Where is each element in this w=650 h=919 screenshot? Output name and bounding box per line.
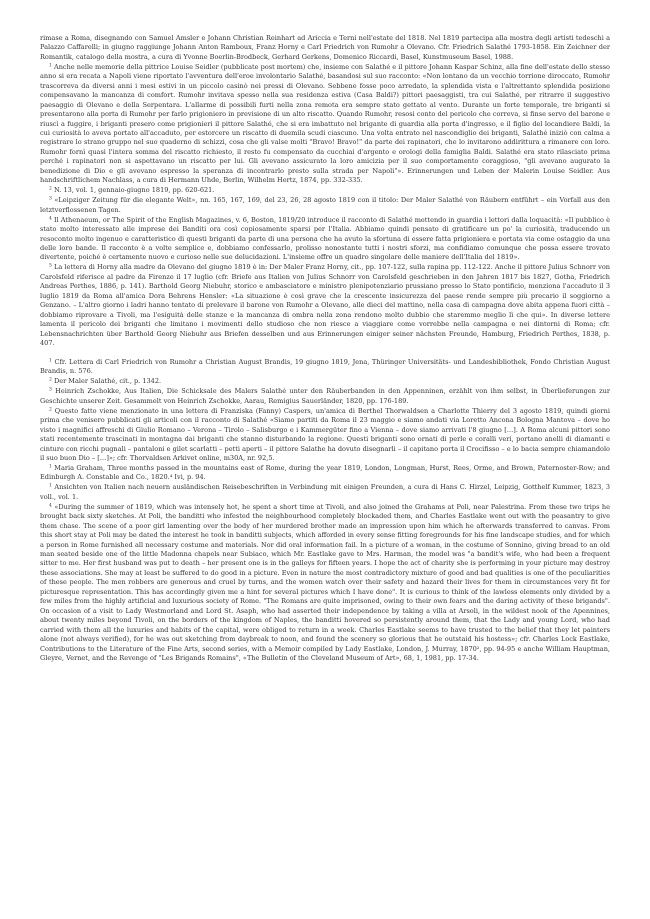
footnote-graham: $^1$ Maria Graham, Three months passed in the mountains east of Rome, during the year 1819, London, Longman, Hurst, Rees, Orme, and Brown, Paternoster-Row; and Edinburgh A. Constable and Co., 1820.⁴ Ivi, p. 94.	[40, 463, 610, 482]
footnote-continuation: rimase a Roma, disegnando con Samuel Amsler e Johann Christian Reinhart ad Ariccia e Terni nell'estate del 1818. Nel 1819 partecipa alla mostra degli artisti tedeschi a Palazzo Caffarelli; in giugno raggiunge Johann Anton Ramboux, Franz Horny e Carl Friedrich von Rumohr a Olevano. Cfr. Friedrich Salathé 1793-1858. Ein Zeichner der Romantik, catalogo della mostra, a cura di Yvonne Boerlin-Brodbeck, Gerhard Gerkens, Domenico Riccardi, Basel, Kunstmuseum Basel, 1988.	[40, 34, 610, 61]
footnote-caspers: $^2$ Questo fatto viene menzionato in una lettera di Franziska (Fanny) Caspers, un'amica di Berthel Thorwaldsen a Charlotte Thierry del 3 agosto 1819, quindi giorni prima che venisero pubblicati gli articoli con il racconto di Salathé «Siamo partiti da Roma il 23 maggio e siamo andati via Loretto Ancona Bologna Mantova – dove ho visto i magnifici affreschi di Giulio Romano – Verona – Tirolo – Salisburgo e i Kammergüter fino a Vienna – dove siamo arrivati l'8 giugno […]. A Roma alcuni pittori sono stati recentemente trascinati in montagna dai briganti che stanno disturbando la regione. Questi briganti sono ornati di perle e coralli veri, portano anelli di diamanti e cinture con ricchi pugnali – pantaloni e gilet scarlatti – petti aperti – il pittore Salathe ha dovuto disegnarli – il capitano porta il Crocifisso – e lo bacia sempre chiamandolo il suo buon Dio – […]»; cfr. Thorvaldsen Arkivet online, m30A, nr. 92,5.	[40, 406, 610, 462]
section-gap	[40, 349, 610, 358]
footnote-athenaeum: $^4$ Il Athenaeum, or The Spirit of the English Magazines, v. 6, Boston, 1819/20 introduce il racconto di Salathé mettendo in guardia i lettori dalla loquacità: «Il pubblico è stato molto interessato alle imprese dei Banditi ora così copiosamente sparsi per l'Italia. Abbiamo quindi pensato di gratificare un po' la curiosità, traducendo un resoconto molto ingenuo e caratteristico di questi briganti da parte di una persona che ha avuto la sfortuna di essere fatta prigioniera e portata via come ostaggio da una delle loro bande. Il racconto è a volte semplice e, dobbiamo confessarlo, prolisso nonostante tutti i nostri sforzi, ma confidiamo comunque che possa essere trovato divertente, poiché è certamente nuovo e curioso nelle sue delucidazioni. L'insieme offre un quadro singolare delle maniere dell'Italia del 1819».	[40, 215, 610, 262]
footnote-zschokke: $^3$ Heinrich Zschokke, Aus Italien, Die Schicksale des Malers Salathé unter den Räuberbanden in den Appenninen, erzählt von ihm selbst, in Überlieferungen zur Geschichte unserer Zeit. Gesammelt von Heinrich Zschokke, Aarau, Remigius Sauerländer, 1820, pp. 176-189.	[40, 387, 610, 405]
footnote-rumohr-letter: $^1$ Cfr. Lettera di Carl Friedrich von Rumohr a Christian August Brandis, 19 giugno 1819, Jena, Thüringer Universitäts- und Landesbibliothek, Fondo Christian August Brandis, n. 576.	[40, 357, 610, 376]
footnote-ansichten: $^1$ Ansichten von Italien nach neuern ausländischen Reisebeschriften in Verbindung mit einigen Freunden, a cura di Hans C. Hirzel, Leipzig, Gotthelf Kummer, 1823, 3 voll., vol. 1.	[40, 483, 610, 501]
footnote-volume: $^2$ N. 13, vol. 1, gennaio-giugno 1819, pp. 620-621.	[49, 186, 215, 195]
footnote-horny: $^5$ La lettera di Horny alla madre da Olevano del giugno 1819 è in: Der Maler Franz Horny, cit., pp. 107-122, sulla rapina pp. 112-122. Anche il pittore Julius Schnorr von Carolsfeld riferisce al padre da Firenze il 17 luglio (cfr. Briefe aus Italien von Julius Schnorr von Carolsfeld geschrieben in den Jahren 1817 bis 1827, Gotha, Friedrich Andreas Perthes, 1886, p. 141). Barthold Georg Niebuhr, storico e ambasciatore e ministro plenipotenziario prussiano presso lo Stato pontificio, menziona l'accaduto il 3 luglio 1819 da Roma all'amica Dora Behrens Hensler: «La situazione è così grave che la crescente insicurezza del paese rende sempre più precario il soggiorno a Genzano. – L'altro giorno i ladri hanno tentato di prelevare il barone von Rumohr a Olevano, alle dieci del mattino, nella casa di campagna dove abita appena fuori città – dobbiamo riprovare a Tivoli, ma l'esiguità delle stanze e la mancanza di ombra nella zona rendono molto dubbio che staremmo meglio lì che qui». In diverse lettere lamenta il pericolo dei briganti che limitano i movimenti dello studioso che non riesce a viaggiare come vorrebbe nella campagna e nei dintorni di Roma; cfr. Lebensnachrichten über Barthold Georg Niebuhr aus Briefen desselben und aus Erinnerungen einiger seiner nächsten Freunde, Hamburg, Friedrich Perthes, 1838, p. 407.	[40, 263, 610, 347]
footnote-salathe-cit: $^2$ Der Maler Salathé, cit., p. 1342.	[49, 377, 162, 386]
footnote-eastlake: $^4$ «During the summer of 1819, which was intensely hot, he spent a short time at Tivoli, and also joined the Grahams at Poli, near Palestrina. From these two trips he brought back sixty sketches. At Poli, the banditti who infested the neighbourhood completely blockaded them, and Charles Eastlake went out with the peasantry to give them chase. The scene of a poor girl lamenting over the body of her murdered brother made an impression upon him which he afterwards transferred to canvas. From this short stay at Poli may be dated the interest he took in banditti subjects, which afforded in every sense fitting foregrounds for his fine landscape studies, and for which a person in Rome furnished all necessary costume and materials. Nor did oral information fail. In a picture of a woman, in the costume of Sonnino, giving bread to an old man seated beside one of the little Madonna chapels near Subiaco, which Mr. Eastlake gave to Mrs. Harman, the model was "a bandit's wife, who had been a frequent sitter to me. Her first husband was put to death – her present one is in the galleys for fifteen years. I hope the act of charity she is performing in your picture may destroy these associations. She may at least be suffered to do good in a picture. Even in nature the most contradictory mixture of good and bad qualities is one of the peculiarities of these people. The men robbers are generous and cruel by turns, and the women watch over their safety and hazard their lives for them in circumstances very fit for picturesque representation. This has accordingly given me a hint for several pictures which I have done". It is curious to think of the lawless elements only divided by a few miles from the highly artificial and luxurious society of Rome. "The Romans are quite imprisoned, owing to their own fears and the daring activity of these brigands". On occasion of a visit to Lady Westmorland and Lord St. Asaph, who had asserted their independence by taking a villa at Arsoli, in the wildest nook of the Apennines, about twenty miles beyond Tivoli, on the borders of the kingdom of Naples, the banditti hovered so persistently around them, that the Lady and young Lord, who had carried with them all the luxuries and habits of the capital, were obliged to return in a week. Charles Eastlake seems to have trusted to the belief that they let painters alone (not always verified), for he was out sketching from daybreak to noon, and found the scenery so glorious that he outstaid his hostess»; cfr. Charles Lock Eastlake, Contributions to the Literature of the Fine Arts, second series, with a Memoir compiled by Lady Eastlake, London, J. Murray, 1870², pp. 94-95 e anche William Hauptman, Gleyre, Vernet, and the Revenge of "Les Brigands Romains", «The Bulletin of the Cleveland Museum of Art», 68, 1, 1981, pp. 17-34.	[40, 502, 610, 662]
footnote-seidler: $^1$ Anche nelle memorie della pittrice Louise Seidler (pubblicate post mortem) che, insieme con Salathé e il pittore Johann Kaspar Schinz, alla fine dell'estate dello stesso anno si era recata a Napoli viene riportato l'avventura dell'eroe involontario Salathé, basandosi sul suo racconto: «Non lontano da un vecchio torrione diroccato, Rumohr trascorreva da diversi anni i mesi estivi in un piccolo casinò nei pressi di Olevano. Sebbene fosse poco arredato, la splendida vista e l'altrettanto splendida posizione compensavano la mancanza di comfort. Rumohr invitava spesso nella sua residenza estiva (Casa Baldi?) pittori paesaggisti, tra cui Salathé, per ritrarre il suggestivo paesaggio di Olevano e della Serpentara. L'allarme di possibili furti nella zona remota era sempre stato gettato al vento. Durante un forte temporale, tre briganti si presentarono alla porta di Rumohr per farlo prigioniero in previsione di un alto riscatto. Quando Rumohr, resosi conto del pericolo che correva, si finse servo del barone e riuscì a fuggire, i briganti presero come prigionieri il pittore Salathé, che si era imbattuto nel brigante di guardia alla porta d'ingresso, e il figlio del locandiere Baldi, la cui curiosità lo aveva portato all'accaduto, per estorcere un riscatto di duemila scudi ciascuno. Una volta entrato nel nascondiglio dei briganti, Salathé iniziò con calma a registrare lo strano gruppo nel suo quaderno di schizzi, cosa che gli valse molti "Bravo! Bravo!" da parte dei rapinatori, che lo invitarono addirittura a rimanere con loro. Rumohr fornì quasi l'intera somma del riscatto richiesto, il resto fu compensato da cucchiai d'argento e orologi della famiglia Baldi. Salathé era stato rilasciato prima perché i rapinatori non si aspettavano un riscatto per lui. Gli avevano assicurato la loro amicizia per il suo comportamento coraggioso, "gli avevano augurato la benedizione di Dio e gli avevano espresso la speranza di incontrarlo presto sulla strada per Napoli"». Erinnerungen und Leben der Malerin Louise Seidler. Aus handschriftlichem Nachlass, a cura di Hermann Uhde, Berlin, Wilhelm Hertz, 1874, pp. 332-335.	[40, 62, 610, 185]
footnote-leipziger: $^3$ «Leipziger Zeitung für die elegante Welt», nn. 165, 167, 169, del 23, 26, 28 agosto 1819 con il titolo: Der Maler Salathé von Räubern entführt – ein Vorfall aus den letztverflossenen Tagen.	[40, 196, 610, 214]
